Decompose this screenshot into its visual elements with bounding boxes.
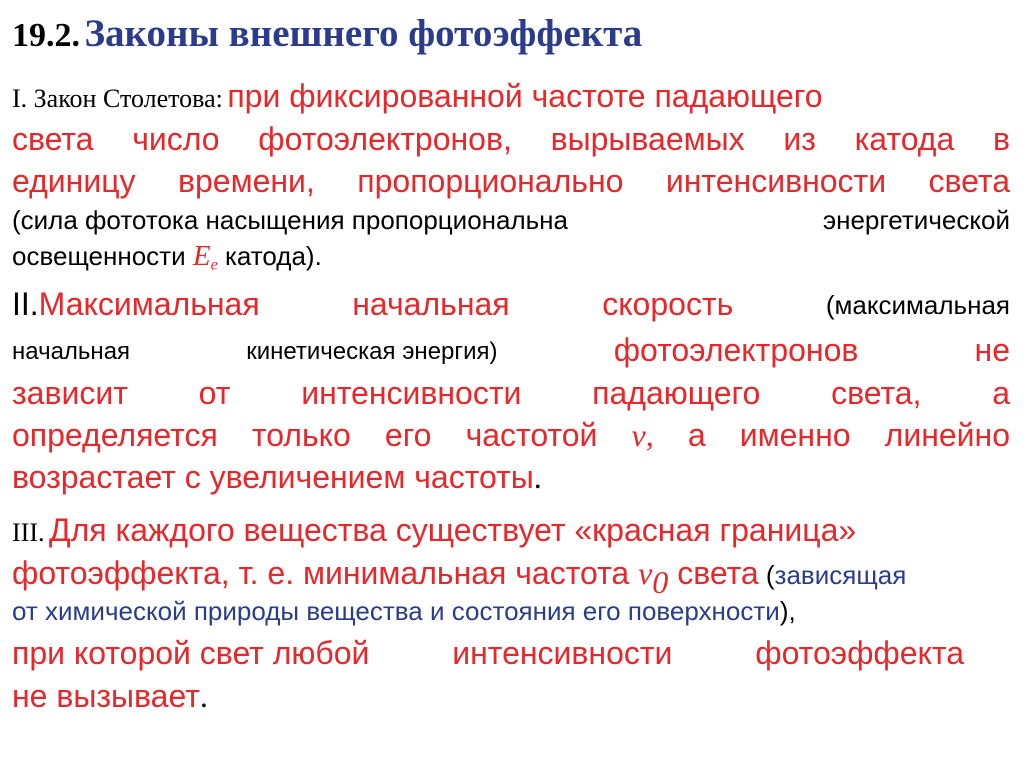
law1-note-tail: катода). (217, 241, 322, 271)
law3-statement: Для каждого вещества существует «красная граница» (48, 512, 857, 548)
word: пропорционально (357, 163, 624, 199)
word: единицу (12, 163, 136, 199)
word: скорость (602, 286, 734, 322)
period: . (533, 459, 542, 495)
law3-number: III. (12, 518, 45, 547)
law3-line5 (12, 680, 1010, 712)
word: от (198, 375, 231, 411)
law3-line1 (12, 514, 1010, 546)
red-limit-subscript: 0 (652, 563, 669, 600)
law3-note-cont: от химической природы вещества и состояния его поверхности (12, 596, 780, 626)
word: света (928, 163, 1010, 199)
law1-line3 (12, 165, 1010, 197)
word: интенсивности (301, 375, 522, 411)
law3-statement-end: не вызывает (12, 678, 200, 714)
word: вырываемых (550, 121, 745, 157)
word: а (992, 375, 1010, 411)
law1-line2 (12, 123, 1010, 155)
law2-line1 (12, 288, 1010, 320)
law1-note: (сила фототока насыщения пропорциональна (12, 205, 569, 235)
word: не (974, 332, 1010, 368)
word: начальная (352, 286, 510, 322)
irradiance-symbol: E (192, 240, 211, 272)
word: число (132, 121, 220, 157)
law2-note-word: кинетическая энергия) (246, 338, 498, 365)
word: падающего (592, 375, 761, 411)
law1-label: I. Закон Столетова (12, 84, 216, 113)
word: времени, (177, 163, 315, 199)
law3-line3 (12, 598, 1010, 624)
word: фотоэлектронов, (258, 121, 512, 157)
law1-statement-start: при фиксированной частоте падающего (227, 78, 823, 114)
law2-note-word: начальная (12, 338, 131, 365)
word: линейно (884, 417, 1010, 453)
word: зависит (12, 375, 128, 411)
law2-statement-end: возрастает с увеличением частоты (12, 459, 534, 495)
word: фотоэффекта (755, 635, 964, 671)
word: определяется (12, 417, 218, 453)
law1-colon: : (215, 84, 223, 113)
law2-line4 (12, 419, 1010, 451)
word: из (783, 121, 816, 157)
period: . (199, 678, 208, 714)
paren-close: ), (779, 596, 796, 626)
law3-line2 (12, 555, 1010, 600)
law1-line4 (12, 207, 1010, 233)
law1-note-cont: освещенности (12, 241, 193, 271)
word: Максимальная (38, 286, 260, 322)
word: фотоэлектронов (613, 332, 859, 368)
frequency-symbol: ν, (631, 417, 654, 453)
word: света, (831, 375, 922, 411)
word: интенсивности (452, 635, 673, 671)
section-number: 19.2. (12, 17, 80, 54)
law3-note: зависящая (774, 560, 907, 590)
word: именно (739, 417, 851, 453)
law2-number: II. (12, 286, 39, 322)
law2-note: (максимальная (825, 290, 1010, 320)
paren: ( (758, 560, 775, 590)
law3-line4 (12, 637, 964, 669)
section-title: Законы внешнего фотоэффекта (84, 12, 643, 55)
word: а (687, 417, 706, 453)
law1-line5 (12, 240, 1010, 274)
slide-title (12, 14, 1010, 53)
law1-note-end: энергетической (822, 205, 1010, 235)
law2-line5 (12, 461, 1010, 493)
word: интенсивности (665, 163, 887, 199)
law2-line3 (12, 377, 1010, 409)
word: при которой свет любой (12, 635, 370, 671)
irradiance-subscript: e (210, 256, 218, 274)
word: частотой (465, 417, 598, 453)
word: только (251, 417, 351, 453)
word: его (384, 417, 432, 453)
word: света (12, 121, 94, 157)
law1-line1 (12, 80, 1010, 112)
law3-statement-cont: фотоэффекта, т. е. минимальная частота (12, 555, 639, 591)
word: в (992, 121, 1010, 157)
red-limit-symbol: ν (638, 555, 653, 591)
word: катода (854, 121, 955, 157)
word: света (668, 555, 759, 591)
law2-line2 (12, 334, 1010, 366)
